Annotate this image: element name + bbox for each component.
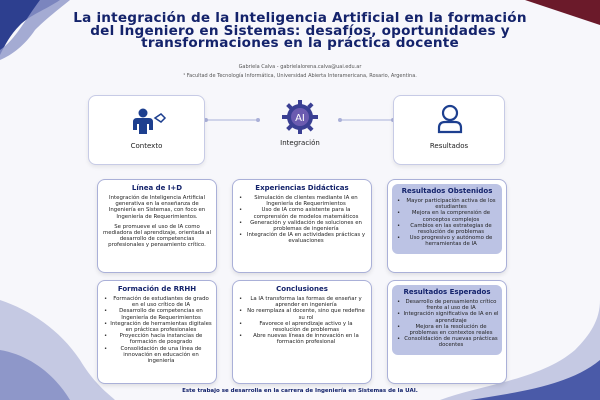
poster-title: La integración de la Inteligencia Artificial en la formación del Ingeniero en Sistemas: desafíos, oportunidades y transformaciones en la práctica docente <box>73 10 527 52</box>
list-item: • Proyección hacia instancias de formación de posgrado <box>102 333 212 345</box>
card-title: Resultados Obstenidos <box>401 187 493 195</box>
resultados-label: Resultados <box>429 142 469 150</box>
ai-gear-icon <box>280 100 320 134</box>
card-paragraph: Se promueve el uso de IA como mediadora del aprendizaje, orientada al desarrollo de competencias profesionales y pensamiento crítico. <box>103 223 211 249</box>
list-item: • Mayor participación activa de los estudiantes <box>395 198 499 210</box>
list-item: • Cambios en las estrategias de resolución de problemas <box>395 223 499 235</box>
card-linea-id <box>97 179 217 273</box>
list-item: • Favorece el aprendizaje activo y la resolución de problemas <box>237 321 367 333</box>
card-title: Experiencias Didácticas <box>255 184 349 192</box>
person-speaking-icon <box>131 108 167 136</box>
card-title: Resultados Esperados <box>403 288 491 296</box>
list-item: • Formación de estudiantes de grado en el uso crítico de IA <box>102 296 212 308</box>
card-title: Conclusiones <box>276 285 328 293</box>
list-item: • Integración de herramientas digitales en prácticas profesionales <box>102 321 212 333</box>
card-paragraph: Integración de Inteligencia Artificial generativa en la enseñanza de Ingeniería en Sistemas, con foco en Ingeniería de Requerimientos. <box>108 195 206 220</box>
contexto-label: Contexto <box>130 142 163 150</box>
card-resultados-obtenidos <box>387 179 507 273</box>
list-item: • Desarrollo de pensamiento crítico frente al uso de IA <box>395 299 499 311</box>
list-item: • Integración de IA en actividades prácticas y evaluaciones <box>237 232 367 244</box>
user-icon <box>436 104 464 134</box>
card-title: Línea de I+D <box>131 184 183 192</box>
resultados-box <box>393 95 505 165</box>
card-formacion-rrhh <box>97 280 217 384</box>
list-item: • Consolidación de una línea de innovación en educación en ingeniería <box>102 346 212 365</box>
list-item: • Uso progresivo y autónomo de herramientas de IA <box>395 235 499 247</box>
author-line: Gabriela Calva - gabrielalorena.calva@uai.edu.ar <box>238 64 362 70</box>
list-item: • Integración significativa de IA en el aprendizaje <box>395 311 499 323</box>
list-item: • Mejora en la resolución de problemas en contextos reales <box>395 324 499 336</box>
card-conclusiones <box>232 280 372 384</box>
list-item: • La IA transforma las formas de enseñar y aprender en ingeniería <box>237 296 367 308</box>
list-item: • Mejora en la comprensión de conceptos complejos <box>395 210 499 222</box>
list-item: • Consolidación de nuevas prácticas docentes <box>395 336 499 348</box>
affiliation-line: ¹ Facultad de Tecnología Informática, Universidad Abierta Interamericana, Rosario, Argentina. <box>183 73 417 79</box>
footer-note: Este trabajo se desarrolla en la carrera de Ingeniería en Sistemas de la UAI. <box>182 388 418 394</box>
contexto-box <box>88 95 205 165</box>
card-title: Formación de RRHH <box>117 285 197 293</box>
list-item: • Simulación de clientes mediante IA en Ingeniería de Requerimientos <box>237 195 367 207</box>
list-item: • Abre nuevas líneas de innovación en la formación profesional <box>237 333 367 345</box>
ai-badge: AI <box>295 113 305 124</box>
integracion-node <box>258 95 342 165</box>
list-item: • No reemplaza al docente, sino que redefine su rol <box>237 308 367 320</box>
card-experiencias <box>232 179 372 273</box>
list-item: • Uso de IA como asistente para la comprensión de modelos matemáticos <box>237 207 367 219</box>
list-item: • Generación y validación de soluciones en problemas de ingeniería <box>237 220 367 232</box>
integracion-label: Integración <box>280 139 320 147</box>
list-item: • Desarrollo de competencias en Ingeniería de Requerimientos <box>102 308 212 320</box>
card-resultados-esperados <box>387 280 507 384</box>
